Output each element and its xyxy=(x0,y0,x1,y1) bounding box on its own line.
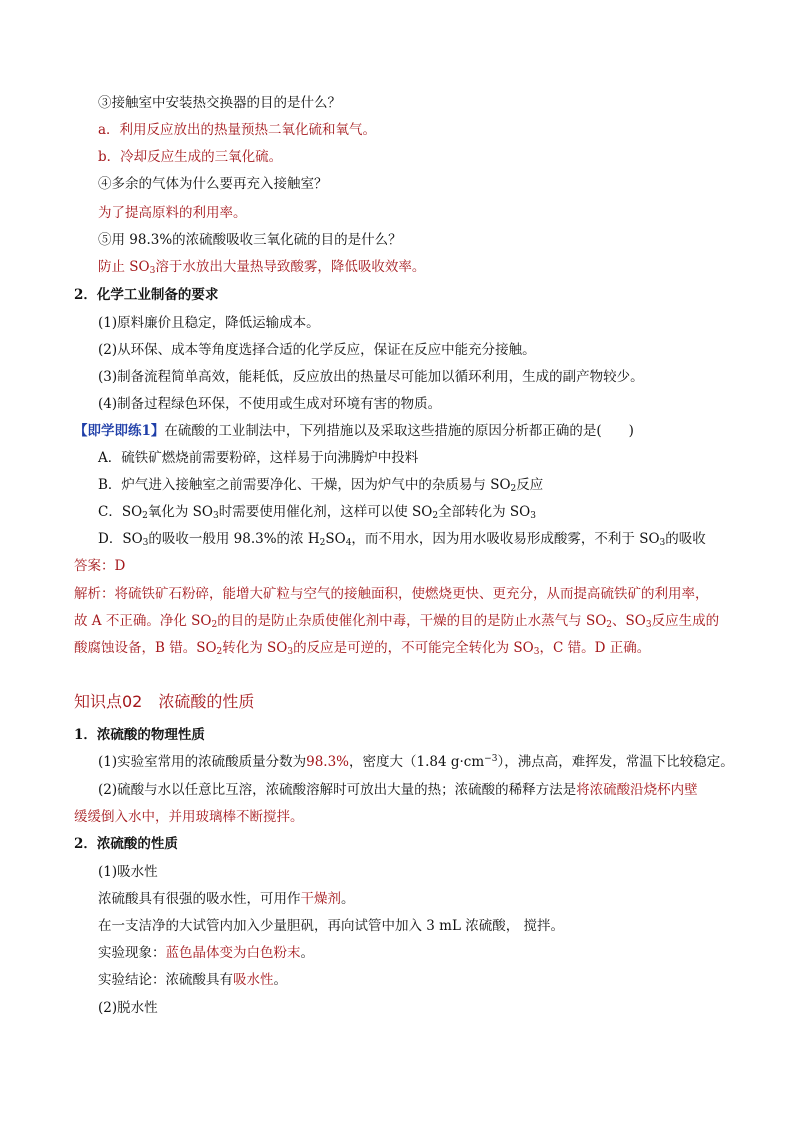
chemical-properties-heading: 2．浓硫酸的性质 xyxy=(74,836,178,852)
answer-line: 答案：D xyxy=(74,558,126,574)
question-5: ⑤用 98.3%的浓硫酸吸收三氧化硫的目的是什么？ xyxy=(98,232,402,248)
hygroscopic-title: (1)吸水性 xyxy=(98,864,158,880)
dehydration-title: (2)脱水性 xyxy=(98,1000,158,1016)
requirement-item: (2)从环保、成本等角度选择合适的化学反应，保证在反应中能充分接触。 xyxy=(98,342,536,358)
answer-4: 为了提高原料的利用率。 xyxy=(98,205,247,221)
experiment-procedure: 在一支洁净的大试管内加入少量胆矾，再向试管中加入 3 mL 浓硫酸， 搅拌。 xyxy=(98,918,565,934)
physical-property-2: (2)硫酸与水以任意比互溶，浓硫酸溶解时可放出大量的热；浓硫酸的稀释方法是将浓硫酸沿烧杯内壁 xyxy=(98,782,698,798)
section-title: 知识点02 浓硫酸的性质 xyxy=(74,692,255,711)
experiment-phenomenon: 实验现象：蓝色晶体变为白色粉末。 xyxy=(98,945,314,961)
option-c: C．$SO_2$氧化为 $SO_3$时需要使用催化剂，这样可以使 $SO_2$全部转化为 $SO_3$ xyxy=(98,504,536,521)
question-3: ③接触室中安装热交换器的目的是什么？ xyxy=(98,95,341,111)
physical-property-1: (1)实验室常用的浓硫酸质量分数为98.3%，密度大（1.84 $g\cdot cm^{-3}$），沸点高，难挥发，常温下比较稳定。 xyxy=(98,754,734,770)
option-a: A．硫铁矿燃烧前需要粉碎，这样易于向沸腾炉中投料 xyxy=(98,450,419,466)
answer-3b: b．冷却反应生成的三氧化硫。 xyxy=(98,149,283,165)
requirement-item: (4)制备过程绿色环保，不使用或生成对环境有害的物质。 xyxy=(98,396,442,412)
practice-tag: 【即学即练1】 xyxy=(74,423,165,439)
requirement-item: (1)原料廉价且稳定，降低运输成本。 xyxy=(98,315,320,331)
hygroscopic-desc: 浓硫酸具有很强的吸水性，可用作干燥剂。 xyxy=(98,891,355,907)
explanation-line-1: 解析：将硫铁矿石粉碎，能增大矿粒与空气的接触面积，使燃烧更快、更充分，从而提高硫铁矿的利用率， xyxy=(74,586,709,602)
requirement-item: (3)制备流程简单高效，能耗低，反应放出的热量尽可能加以循环利用，生成的副产物较少。 xyxy=(98,369,644,385)
answer-3a: a．利用反应放出的热量预热二氧化硫和氧气。 xyxy=(98,122,377,138)
physical-property-2-cont: 缓缓倒入水中，并用玻璃棒不断搅拌。 xyxy=(74,809,304,825)
practice-question: 【即学即练1】在硫酸的工业制法中，下列措施以及采取这些措施的原因分析都正确的是( ) xyxy=(74,423,634,439)
question-4: ④多余的气体为什么要再充入接触室？ xyxy=(98,176,328,192)
physical-properties-heading: 1．浓硫酸的物理性质 xyxy=(74,727,205,743)
requirements-heading: 2．化学工业制备的要求 xyxy=(74,287,219,303)
experiment-conclusion: 实验结论：浓硫酸具有吸水性。 xyxy=(98,972,287,988)
explanation-line-2: 故 A 不正确。净化 $SO_2$的目的是防止杂质使催化剂中毒，干燥的目的是防止水蒸气与 $SO_2$、$SO_3$反应生成的 xyxy=(74,613,720,630)
option-b: B．炉气进入接触室之前需要净化、干燥，因为炉气中的杂质易与 $SO_2$反应 xyxy=(98,477,544,494)
option-d: D．$SO_3$的吸收一般用 98.3%的浓 $H_2SO_4$，而不用水，因为用水吸收易形成酸雾，不利于 $SO_3$的吸收 xyxy=(98,531,706,548)
explanation-line-3: 酸腐蚀设备，B 错。$SO_2$转化为 $SO_3$的反应是可逆的，不可能完全转化为 $SO_3$，C 错。D 正确。 xyxy=(74,640,651,657)
answer-5: 防止 $SO_3$溶于水放出大量热导致酸雾，降低吸收效率。 xyxy=(98,259,426,276)
